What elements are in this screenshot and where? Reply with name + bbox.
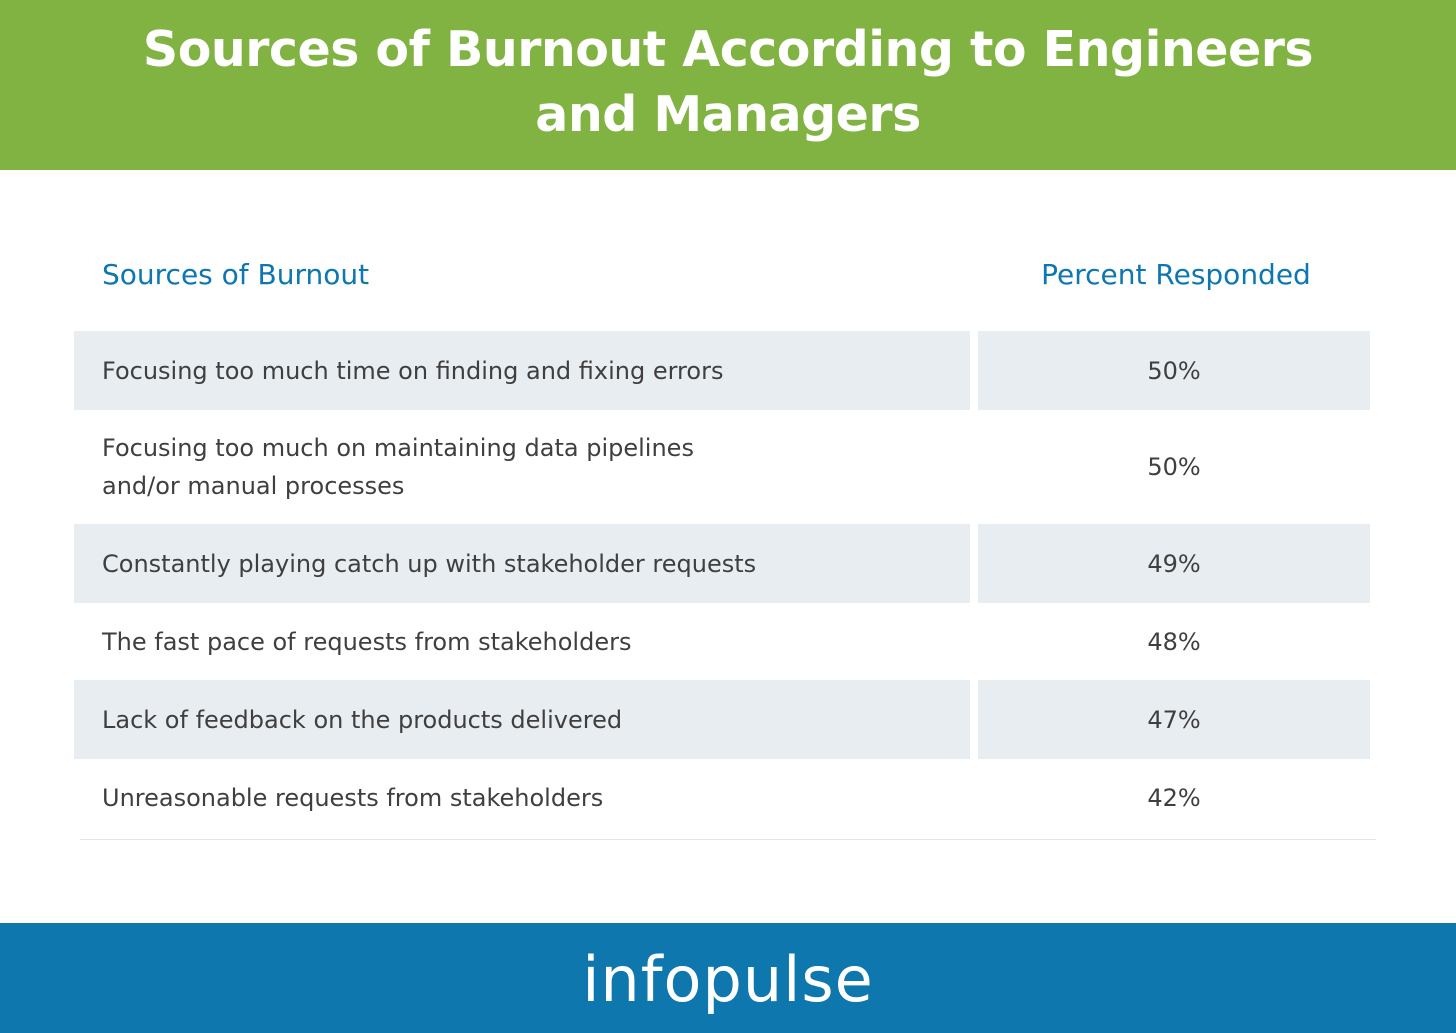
table-bottom-divider (80, 839, 1376, 840)
table-row (74, 759, 1370, 837)
page-title: Sources of Burnout According to Engineers and Managers (142, 21, 1314, 143)
title-banner (0, 0, 1456, 170)
table-row (74, 331, 1370, 410)
table-row (74, 603, 1370, 680)
column-header-percent: Percent Responded (1041, 258, 1311, 291)
percent-cell: 50% (1147, 453, 1201, 481)
percent-cell: 48% (1147, 627, 1201, 656)
source-cell: Constantly playing catch up with stakeholder requests (74, 524, 970, 603)
column-header-sources: Sources of Burnout (102, 258, 370, 291)
table-row (74, 680, 1370, 759)
table-row (74, 410, 1370, 524)
percent-cell: 49% (978, 524, 1370, 603)
footer-banner (0, 923, 1456, 1033)
burnout-table (74, 331, 1370, 837)
percent-cell: 47% (978, 680, 1370, 759)
source-cell: Lack of feedback on the products delivered (74, 680, 970, 759)
percent-cell: 42% (1147, 784, 1201, 812)
infopulse-logo: infopulse (582, 943, 874, 1016)
percent-cell: 50% (978, 331, 1370, 410)
source-cell: Focusing too much on maintaining data pipelines and/or manual processes (102, 434, 694, 500)
source-cell: Unreasonable requests from stakeholders (102, 784, 604, 812)
source-cell: Focusing too much time on finding and fixing errors (74, 331, 970, 410)
source-cell: The fast pace of requests from stakeholders (102, 627, 632, 656)
table-row (74, 524, 1370, 603)
